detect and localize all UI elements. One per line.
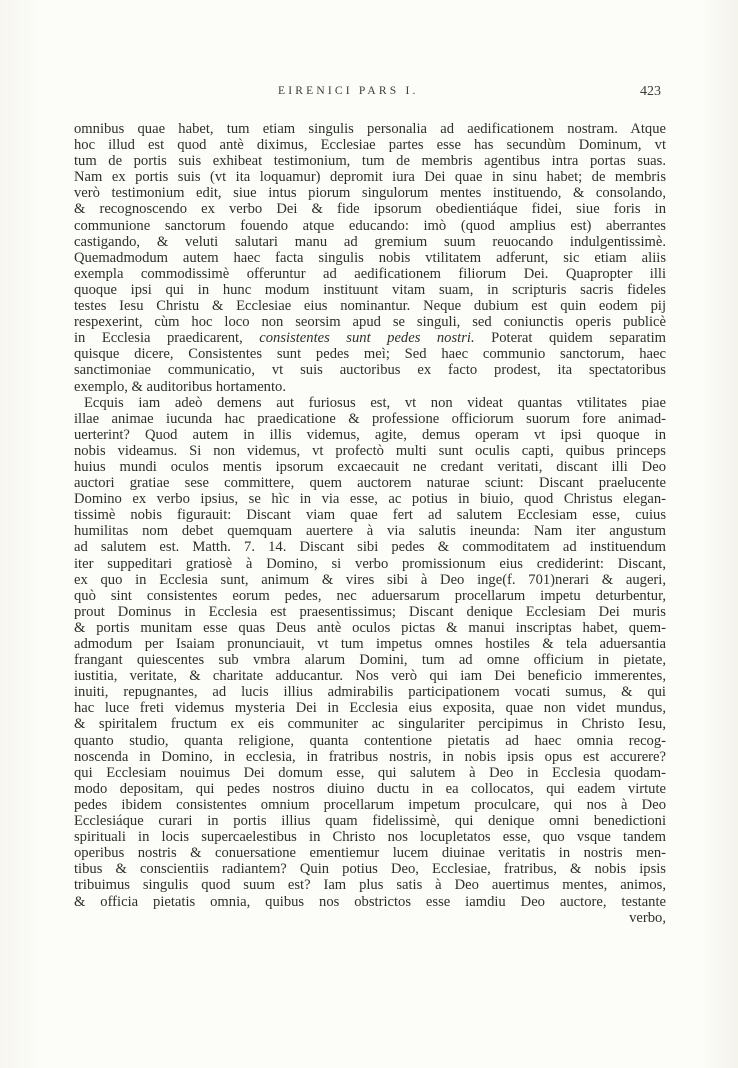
text-line: castigando, & veluti salutari manu ad gremium suum reuocando indulgentissimè. <box>74 233 666 250</box>
page-number: 423 <box>640 84 661 99</box>
text-line: auctori gratiae sese committere, quem auctorem naturae sciunt: Discant praelucente <box>74 475 666 492</box>
italic-quotation: consistentes sunt pedes nostri. <box>259 330 475 347</box>
page-header <box>0 85 738 105</box>
text-line: uerterint? Quod autem in illis videmus, agite, demus operam vt ipsi quoque in <box>74 426 666 443</box>
text-line: quò sint consistentes eorum pedes, nec aduersarum procellarum impetu deturbentur, <box>74 587 666 604</box>
text-line: testes Iesu Christu & Ecclesiae eius nominantur. Neque dubium est quin eodem pij <box>74 298 666 315</box>
text-line: qui Ecclesiam nouimus Dei domum esse, qui salutem à Deo in Ecclesia quodam- <box>74 764 666 781</box>
paragraph-2 <box>74 395 666 926</box>
text-line: respexerint, cùm hoc loco non seorsim apud se singuli, sed coniunctis operis publicè <box>74 314 666 331</box>
running-title: EIRENICI PARS I. <box>278 85 419 97</box>
text-segment: in Ecclesia praedicarent, <box>74 330 260 347</box>
text-line: iustitia, veritate, & charitate adducantur. Nos verò qui iam Dei beneficio immerentes, <box>74 668 666 685</box>
text-line: hac luce freti videmus mysteria Dei in Ecclesia eius exposita, quae non videt mundus, <box>74 700 666 717</box>
text-line: tribuimus singulis quod suum est? Iam plus satis à Deo auertimus mentes, animos, <box>74 877 666 894</box>
text-line: & spiritalem fructum ex eis communiter ac singulariter percipimus in Christo Iesu, <box>74 716 666 733</box>
text-line: inuiti, repugnantes, ad lucis illius admirabilis participationem vocati sumus, & qui <box>74 684 666 701</box>
text-line: Domino ex verbo ipsius, se hìc in via esse, ac potius in biuio, quod Christus elegan- <box>74 491 666 508</box>
text-line: Ecclesiáque curari in portis illius quam fidelissimè, qui denique omni benedictioni <box>74 813 666 830</box>
text-line: communione sanctorum fouendo atque educando: imò (quod amplius est) aberrantes <box>74 217 666 234</box>
text-line: quoque ipsi qui in hunc modum instituunt vitam suam, in scripturis sacris fideles <box>74 281 666 298</box>
text-line-with-italic <box>74 330 666 346</box>
text-line: nobis videamus. Si non videmus, vt profectò multi sunt oculis capti, quibus princeps <box>74 442 666 459</box>
text-line: tum de portis suis exhibeat testimonium, tum de membris agentibus intra portas suas. <box>74 153 666 170</box>
text-line: spirituali in locis supercaelestibus in Christo nos locupletatos esse, quo vsque tandem <box>74 829 666 846</box>
text-line: ad salutem est. Matth. 7. 14. Discant sibi pedes & commoditatem ad instituendum <box>74 539 666 556</box>
text-line: & officia pietatis omnia, quibus nos obstrictos esse iamdiu Deo auctore, testante <box>74 893 666 910</box>
text-line: exemplo, & auditoribus hortamento. <box>74 378 286 395</box>
text-line: iter suppeditari gratiosè à Domino, si verbo promissionum eius crediderint: Discant, <box>74 555 666 572</box>
text-line: verò testimonium edit, siue intus piorum singulorum mentes instituendo, & consolando, <box>74 185 666 202</box>
text-line: pedes ibidem consistentes omnium procellarum impetum proculcare, qui nos à Deo <box>74 796 666 813</box>
text-line: quisque dicere, Consistentes sunt pedes meì; Sed haec communio sanctorum, haec <box>74 346 666 363</box>
text-line: Quemadmodum autem haec facta singulis nobis vtilitatem adferunt, sic etiam aliis <box>74 249 666 266</box>
text-line: huius mundi oculos mentis ipsorum excaecauit ne credant veritati, discant illi Deo <box>74 458 666 475</box>
text-line: prout Dominus in Ecclesia est praesentissimus; Discant denique Ecclesiam Dei muris <box>74 603 666 620</box>
text-line: illae animae iucunda hac praedicatione & professione officiorum suorum fore animad- <box>74 410 666 427</box>
text-line: omnibus quae habet, tum etiam singulis personalia ad aedificationem nostram. Atque <box>74 121 666 137</box>
text-line: ex quo in Ecclesia sunt, animum & vires sibi à Deo inge(f. 701)nerari & augeri, <box>74 571 666 588</box>
catchword: verbo, <box>629 909 666 926</box>
text-line: & recognoscendo ex verbo Dei & fide ipsorum obedientiáque fidei, siue foris in <box>74 201 666 218</box>
body-text <box>74 121 666 926</box>
text-line: Nam ex portis suis (vt ita loquamur) depromit iura Dei quae in sinu habet; de membris <box>74 169 666 186</box>
text-line: modo depositam, qui pedes nostros diuino ductu in ea collocatos, qui eadem virtute <box>74 780 666 797</box>
text-line: sanctimoniae communicatio, vt suis auctoribus ex facto prodest, ita spectatoribus <box>74 362 666 379</box>
text-line: operibus nostris & conuersatione ementiemur lucem diuinae veritatis in nostris men- <box>74 845 666 862</box>
text-line: & portis munitam esse quas Deus antè oculos pictas & manui inscriptas habet, quem- <box>74 619 666 636</box>
text-segment: Poterat quidem separatim <box>474 330 666 347</box>
text-line: hoc illud est quod antè diximus, Ecclesiae partes esse has secundùm Dominum, vt <box>74 137 666 154</box>
text-line: quanto studio, quanta religione, quanta contentione pietatis ad haec omnia recog- <box>74 732 666 749</box>
text-line: exempla commodissimè offeruntur ad aedificationem filiorum Dei. Quapropter illi <box>74 265 666 282</box>
paragraph-1 <box>74 121 666 395</box>
text-line: frangant quiescentes sub vmbra alarum Domini, tum ad omne officium in pietate, <box>74 652 666 669</box>
text-line: noscenda in Domino, in ecclesia, in fratribus nostris, in nobis ipsis opus est accurere? <box>74 748 666 765</box>
text-line: humilitas nom debet quemquam auertere à via salutis ineunda: Nam iter angustum <box>74 523 666 540</box>
text-line: tissimè nobis figurauit: Discant viam quae fert ad salutem Ecclesiam esse, cuius <box>74 507 666 524</box>
text-line: Ecquis iam adeò demens aut furiosus est, vt non videat quantas vtilitates piae <box>84 394 666 411</box>
text-line: admodum per Isaiam pronunciauit, vt tum impetus omnes hostiles & tela aduersantia <box>74 636 666 652</box>
text-line: tibus & conscientiis radiantem? Quin potius Deo, Ecclesiae, fratribus, & nobis ipsis <box>74 861 666 878</box>
